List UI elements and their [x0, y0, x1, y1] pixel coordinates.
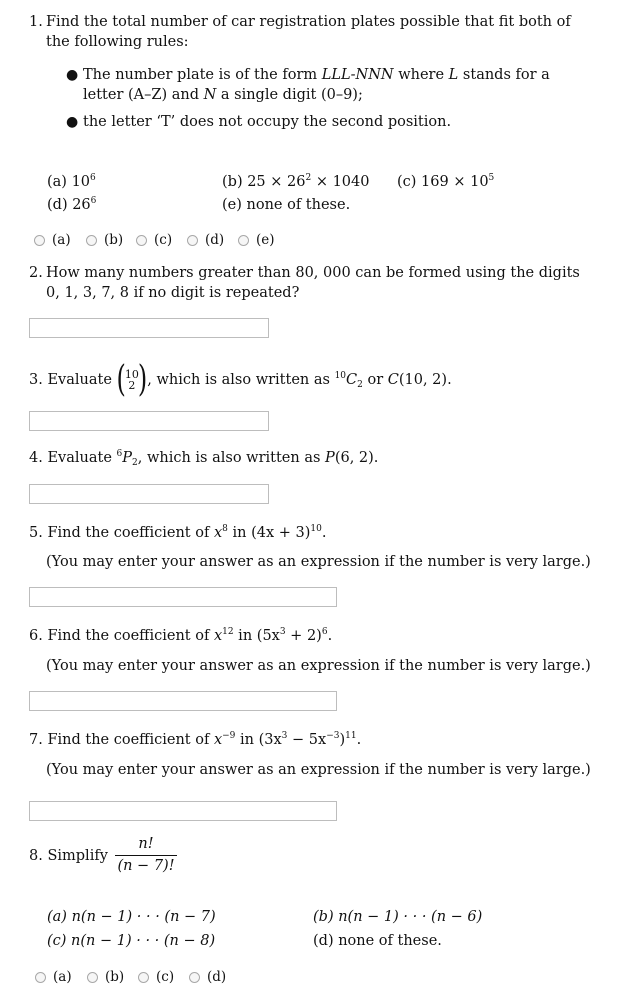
q8-fraction [115, 836, 177, 874]
q7-line: 7. Find the coefficient of $x^{-9}$ in $(3x^3 - 5x^{-3})^{11}$. [29, 731, 362, 748]
q5-note: (You may enter your answer as an expression if the number is very large.) [46, 554, 591, 570]
q1-rule2: the letter ‘T’ does not occupy the second position. [83, 114, 452, 130]
q4-answer-input[interactable] [29, 484, 269, 504]
bullet-icon: ● [66, 67, 79, 83]
q1-radio-label-d: (d) [205, 232, 225, 248]
q8-radio-label-a: (a) [53, 969, 72, 985]
q2-line1: How many numbers greater than 80, 000 can be formed using the digits [46, 265, 580, 281]
q1-prompt-line1: Find the total number of car registration plates possible that fit both of [46, 14, 571, 30]
q7-answer-input[interactable] [29, 801, 337, 821]
q1-radio-b[interactable] [86, 235, 97, 246]
q8-radio-c[interactable] [138, 972, 149, 983]
q6-answer-input[interactable] [29, 691, 337, 711]
q8-radio-b[interactable] [87, 972, 98, 983]
q1-radio-label-b: (b) [104, 232, 124, 248]
q3-answer-input[interactable] [29, 411, 269, 431]
q6-note: (You may enter your answer as an expression if the number is very large.) [46, 658, 591, 674]
q6-line: 6. Find the coefficient of $x^{12}$ in $(5x^3 + 2)^6$. [29, 627, 333, 644]
q5-answer-input[interactable] [29, 587, 337, 607]
q1-radio-label-e: (e) [256, 232, 275, 248]
q2-line2: 0, 1, 3, 7, 8 if no digit is repeated? [46, 285, 300, 301]
q8-radio-label-b: (b) [105, 969, 125, 985]
q8-choice-b: (b) n(n − 1) · · · (n − 6) [313, 909, 483, 925]
q8-numerator: n! [138, 836, 154, 852]
q8-choice-a: (a) n(n − 1) · · · (n − 7) [47, 909, 216, 925]
q1-choice-d: (d) $26^6$ [47, 196, 97, 213]
q8-radio-d[interactable] [189, 972, 200, 983]
q8-choice-c: (c) n(n − 1) · · · (n − 8) [47, 933, 216, 949]
q1-radio-c[interactable] [136, 235, 147, 246]
q1-number: 1. [29, 14, 43, 30]
q8-radio-label-c: (c) [156, 969, 175, 985]
q8-denominator: (n − 7)! [117, 858, 175, 874]
q1-radio-label-c: (c) [154, 232, 173, 248]
q1-choice-a: (a) $10^6$ [47, 173, 96, 190]
q7-note: (You may enter your answer as an expression if the number is very large.) [46, 762, 591, 778]
q1-choice-c: (c) $169 \times 10^5$ [397, 173, 495, 190]
q1-choice-e: (e) none of these. [222, 197, 351, 213]
q1-choice-b: (b) $25 \times 26^2 \times 1040$ [222, 173, 370, 190]
q8-choice-d: (d) none of these. [313, 933, 442, 949]
q1-radio-label-a: (a) [52, 232, 71, 248]
q3-line: 3. Evaluate (10 2 ), which is also written as $^{10}C_2$ or C(10, 2). [29, 358, 452, 400]
q8-prefix: 8. Simplify [29, 848, 108, 864]
q5-line: 5. Find the coefficient of $x^8$ in $(4x + 3)^{10}$. [29, 524, 327, 541]
q4-line: 4. Evaluate $^6P_2$, which is also written as P(6, 2). [29, 449, 379, 468]
q1-radio-a[interactable] [34, 235, 45, 246]
q8-radio-label-d: (d) [207, 969, 227, 985]
binomial: 10 2 [124, 368, 139, 392]
q1-radio-e[interactable] [238, 235, 249, 246]
q2-answer-input[interactable] [29, 318, 269, 338]
q1-prompt-line2: the following rules: [46, 34, 189, 50]
q1-radio-d[interactable] [187, 235, 198, 246]
q1-rule1-line2: letter (A–Z) and N a single digit (0–9); [83, 87, 363, 103]
q1-rule1: The number plate is of the form LLL-NNN where L stands for a [83, 67, 550, 83]
q2-number: 2. [29, 265, 43, 281]
q8-radio-a[interactable] [35, 972, 46, 983]
bullet-icon: ● [66, 114, 79, 130]
